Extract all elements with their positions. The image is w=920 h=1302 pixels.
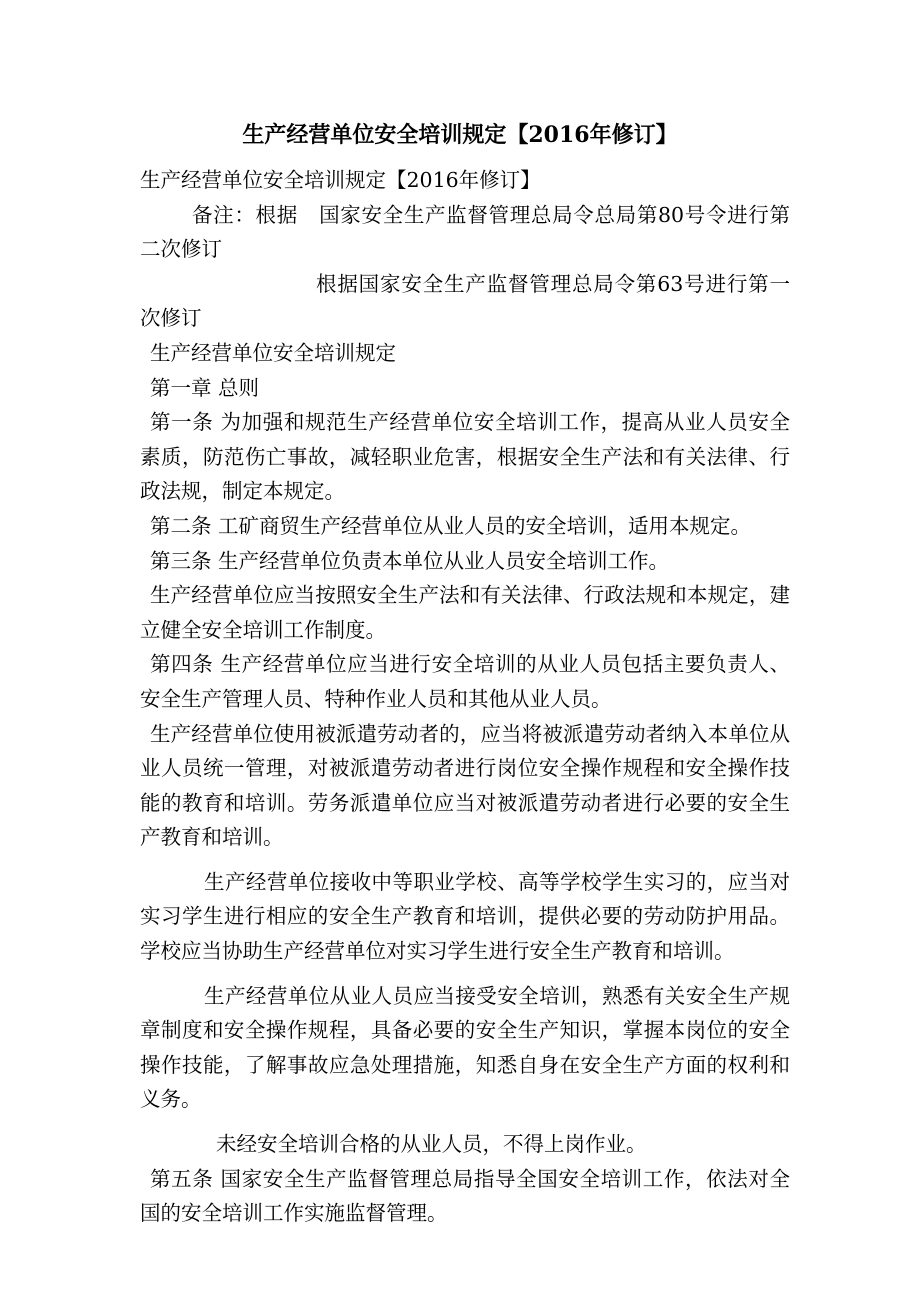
article-2: 第二条 工矿商贸生产经营单位从业人员的安全培训，适用本规定。 [150,513,752,538]
article-4: 第四条 生产经营单位应当进行安全培训的从业人员包括主要负责人、安全生产管理人员、特种作业人员和其他从业人员。 [140,652,790,711]
article-4-paragraph-5: 未经安全培训合格的从业人员，不得上岗作业。 [216,1132,647,1157]
paragraph-gap [140,969,790,979]
revision-note-first: 根据国家安全生产监督管理总局令第63号进行第一次修订 [140,271,790,331]
article-5: 第五条 国家安全生产监督管理总局指导全国安全培训工作，依法对全国的安全培训工作实施监督管理。 [140,1166,790,1226]
article-3: 第三条 生产经营单位负责本单位从业人员安全培训工作。 [150,548,670,573]
paragraph-gap [140,855,790,865]
document-title: 生产经营单位安全培训规定【2016年修订】 [242,122,678,148]
article-4-paragraph-3: 生产经营单位接收中等职业学校、高等学校学生实习的，应当对实习学生进行相应的安全生产教育和培训，提供必要的劳动防护用品。学校应当协助生产经营单位对实习学生进行安全生产教育和培训。 [140,869,790,964]
article-4-paragraph-4: 生产经营单位从业人员应当接受安全培训，熟悉有关安全生产规章制度和安全操作规程，具备必要的安全生产知识，掌握本岗位的安全操作技能，了解事故应急处理措施，知悉自身在安全生产方面的权利和义务。 [140,983,790,1112]
heading-repeat: 生产经营单位安全培训规定【2016年修订】 [140,168,541,192]
revision-note-second: 备注：根据 国家安全生产监督管理总局令总局第80号令进行第二次修订 [140,202,790,262]
article-4-paragraph-2: 生产经营单位使用被派遣劳动者的，应当将被派遣劳动者纳入本单位从业人员统一管理，对被派遣劳动者进行岗位安全操作规程和安全操作技能的教育和培训。劳务派遣单位应当对被派遣劳动者进行必要的安全生产教育和培训。 [140,721,790,850]
regulation-name: 生产经营单位安全培训规定 [150,340,396,365]
article-1: 第一条 为加强和规范生产经营单位安全培训工作，提高从业人员安全素质，防范伤亡事故，减轻职业危害，根据安全生产法和有关法律、行政法规，制定本规定。 [140,410,790,504]
article-3-paragraph-2: 生产经营单位应当按照安全生产法和有关法律、行政法规和本规定，建立健全安全培训工作制度。 [140,583,790,642]
chapter-heading: 第一章 总则 [150,375,260,400]
document-body [140,163,790,1231]
paragraph-gap [140,1117,790,1127]
